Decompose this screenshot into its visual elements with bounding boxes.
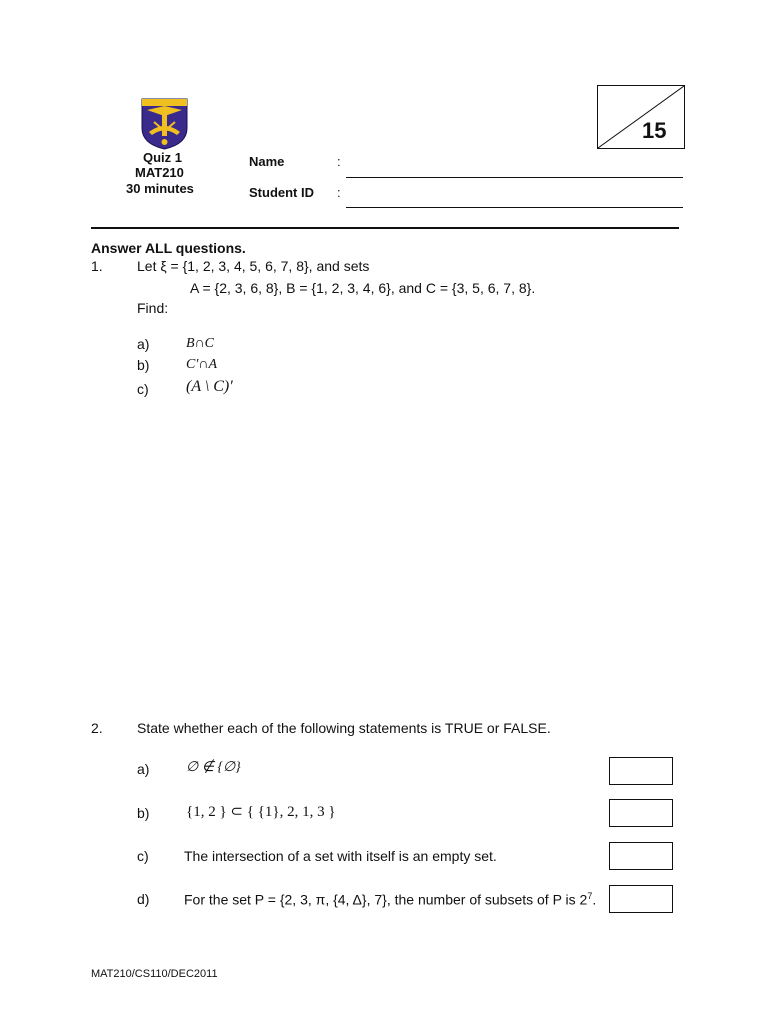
footer-code: MAT210/CS110/DEC2011 [91,968,218,980]
quiz-duration: 30 minutes [126,181,194,196]
student-id-field-line[interactable] [346,207,683,208]
name-field-line[interactable] [346,177,683,178]
q2-part-c-text: The intersection of a set with itself is an empty set. [184,848,497,864]
q1-line2: A = {2, 3, 6, 8}, B = {1, 2, 3, 4, 6}, and C = {3, 5, 6, 7, 8}. [190,280,536,296]
q1-part-b-expr: C′∩A [186,357,218,372]
score-total: 15 [642,118,667,143]
q1-part-c-label: c) [137,381,149,397]
q2-part-b-answer-box[interactable] [609,799,673,827]
instructions: Answer ALL questions. [91,240,246,256]
q2-part-d-period: . [592,891,597,908]
q1-find: Find: [137,300,169,316]
q1-part-a-label: a) [137,336,150,352]
crest-logo [141,98,188,150]
q2-part-b-text: {1, 2 } ⊂ { {1}, 2, 1, 3 } [186,804,336,820]
name-label: Name [249,154,285,169]
name-colon: : [337,154,341,169]
q2-part-d-text-main: For the set P = {2, 3, π, {4, Δ}, 7}, the number of subsets of P is 2 [184,891,588,908]
q2-number: 2. [91,720,103,736]
q2-part-a-answer-box[interactable] [609,757,673,785]
q1-part-b-label: b) [137,357,150,373]
q1-part-a-expr: B∩C [186,336,214,351]
course-code: MAT210 [135,165,184,180]
quiz-title: Quiz 1 [143,150,183,165]
student-id-colon: : [337,185,341,200]
q2-part-a-label: a) [137,761,150,777]
q2-part-d-label: d) [137,891,150,907]
q2-part-d-text [184,891,596,908]
score-box [597,85,685,149]
student-id-label: Student ID [249,185,314,200]
q2-part-b-label: b) [137,805,150,821]
q1-number: 1. [91,258,103,274]
q2-part-c-answer-box[interactable] [609,842,673,870]
q2-part-d-answer-box[interactable] [609,885,673,913]
q1-part-c-expr: (A \ C)′ [186,378,233,395]
header-separator [91,227,679,229]
q2-intro: State whether each of the following statements is TRUE or FALSE. [137,720,551,736]
q1-line1: Let ξ = {1, 2, 3, 4, 5, 6, 7, 8}, and sets [137,258,370,274]
q2-part-a-text: ∅ ∉ {∅} [186,760,241,775]
q2-part-c-label: c) [137,848,149,864]
q2-part-d-exponent: 7 [587,891,593,901]
score-diagonal [598,86,684,148]
